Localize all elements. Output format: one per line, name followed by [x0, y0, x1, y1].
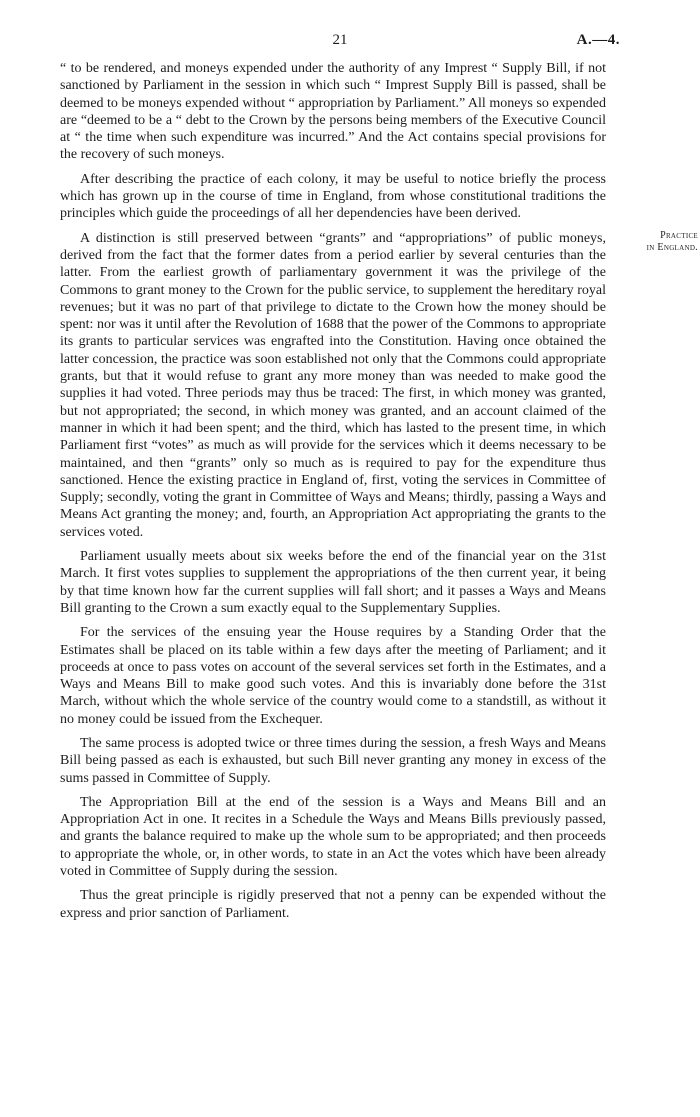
paragraph: For the services of the ensuing year the House requires by a Standing Order that the Estimates shall be placed on its table within a few days after the meeting of Parliament; and it proceeds at once to pass votes on account of the several services set forth in the Estimates, and a Ways and Means Bill to make good such votes. And this is invariably done before the 31st March, without which the whole service of the country would come to a standstill, as without it no money could be issued from the Exchequer. [60, 625, 606, 727]
marginal-note [612, 230, 698, 254]
paragraph: A distinction is still preserved between “grants” and “appropriations” of public moneys, derived from the fact that the former dates from a period earlier by several centuries than the latter. From the earliest growth of parliamentary government it was the privilege of the Commons to grant money to the Crown for the public service, to supplement the hereditary royal revenues; but it was no part of that privilege to dictate to the Crown how the money should be spent: nor was it until after the Revolution of 1688 that the power of the Commons to appropriate its grants to particular services was engrafted into the Constitution. Having once obtained the latter concession, the practice was soon established not only that the Commons could appropriate grants, but that it would refuse to grant any more money than was needed to make good the supplies it had voted. Three periods may thus be traced: The first, in which money was granted, but not appropriated; the second, in which money was granted, and an account claimed of the manner in which it had been spent; and the third, which has lasted to the present time, in which Parliament first “votes” as much as will provide for the services which it deems necessary to be maintained, and then “grants” only so much as is required to pay for the expenditure thus sanctioned. Hence the existing practice in England of, first, voting the services in Committee of Supply; secondly, voting the grant in Committee of Ways and Means; thirdly, passing a Ways and Means Act granting the money; and, fourth, an Appropriation Act appropriating the grants to the services voted. [60, 230, 606, 540]
paragraph: Thus the great principle is rigidly preserved that not a penny can be expended without the express and prior sanction of Parliament. [60, 888, 606, 921]
paragraph-continued: “ to be rendered, and moneys expended under the authority of any Imprest “ Supply Bill, if not sanctioned by Parliament in the session in which such “ Imprest Supply Bill is passed, shall be deemed to be moneys expended without “ appropriation by Parliament.” All moneys so expended are “deemed to be a “ debt to the Crown by the persons being members of the Executive Council at “ the time when such expenditure was incurred.” And the Act contains special provisions for the recovery of such moneys. [60, 61, 606, 163]
paragraph: After describing the practice of each colony, it may be useful to notice briefly the process which has grown up in the course of time in England, from whose constitutional traditions the principles which guide the proceedings of all her dependencies have been derived. [60, 171, 606, 222]
page-number: 21 [332, 32, 348, 48]
paragraph: Parliament usually meets about six weeks before the end of the financial year on the 31st March. It first votes supplies to supplement the appropriations of the then current year, it being by that time known how far the current supplies will fall short; and it passes a Ways and Means Bill granting to the Crown a sum exactly equal to the Supplementary Supplies. [60, 549, 606, 616]
document-reference: A.—4. [576, 32, 620, 48]
page-header [60, 32, 620, 52]
marginal-note-line: in England. [646, 242, 698, 253]
marginal-note-line: Practice [660, 230, 698, 241]
body-text [60, 60, 606, 929]
paragraph: The Appropriation Bill at the end of the session is a Ways and Means Bill and an Appropriation Act in one. It recites in a Schedule the Ways and Means Bills previously passed, and grants the balance required to make up the whole sum to be appropriated; and then proceeds to appropriate the whole, or, in other words, to state in an Act the votes which have been already voted in Committee of Supply during the session. [60, 794, 606, 880]
paragraph: The same process is adopted twice or three times during the session, a fresh Ways and Means Bill being passed as each is exhausted, but such Bill never granting any money in excess of the sums passed in Committee of Supply. [60, 735, 606, 786]
